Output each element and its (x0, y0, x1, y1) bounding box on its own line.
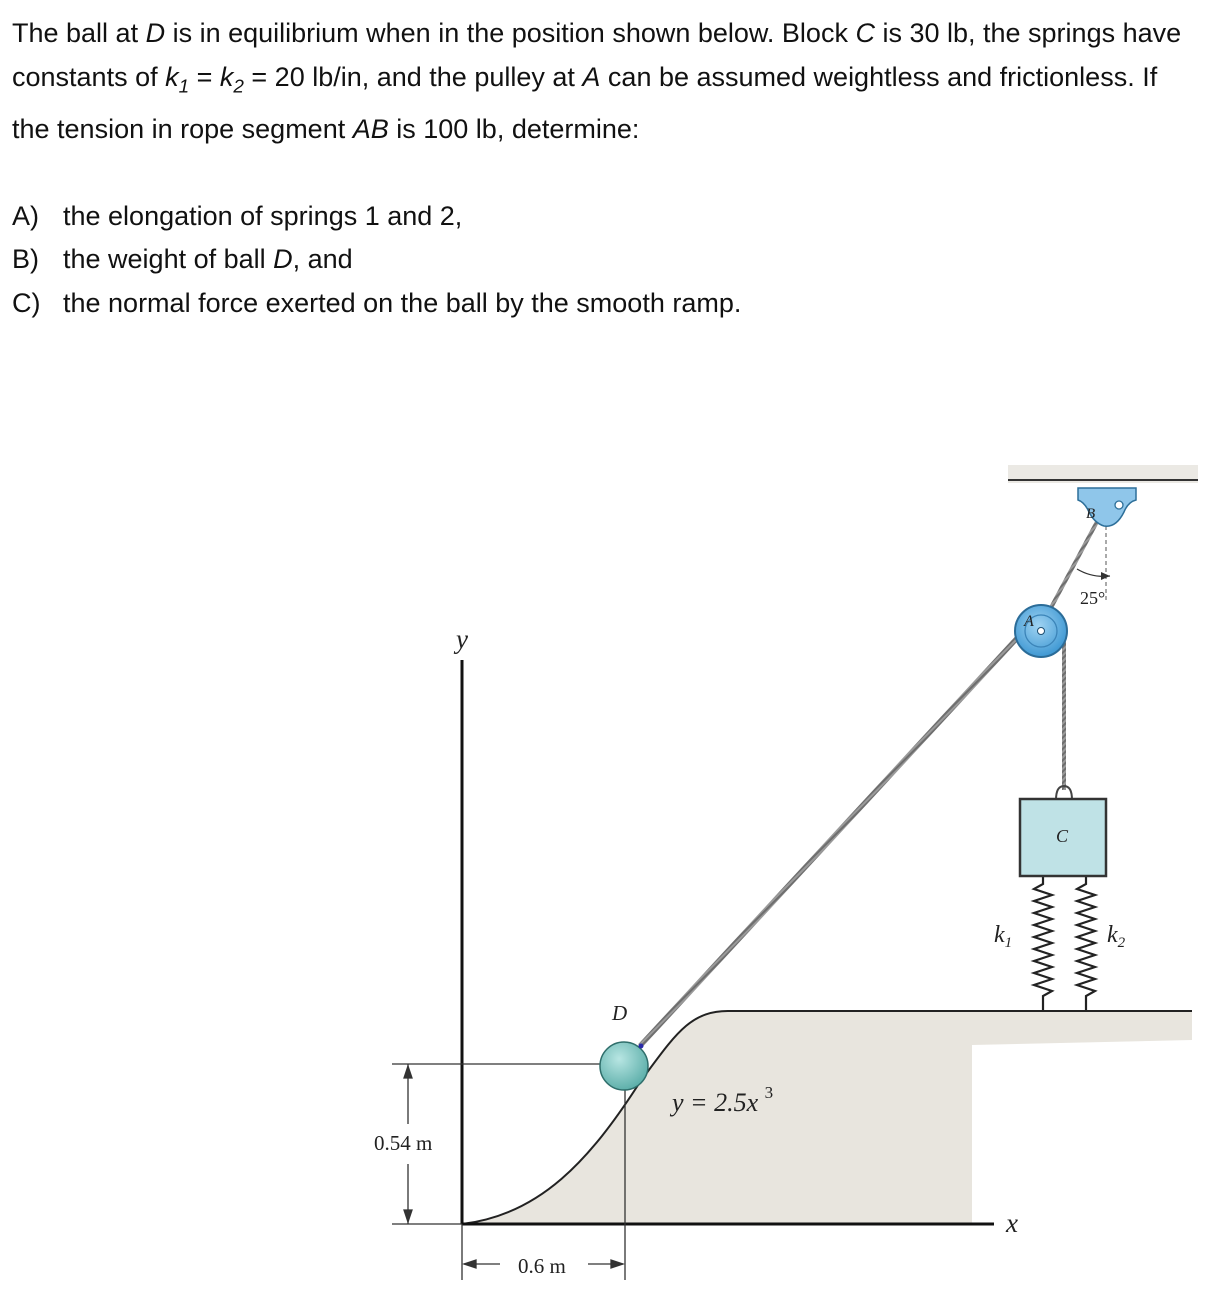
anchor-label: B (1086, 506, 1096, 522)
text-segment: = (189, 61, 220, 92)
width-dimension-label: 0.6 m (518, 1254, 566, 1278)
ball (600, 1042, 648, 1090)
spring-k1 (1034, 876, 1052, 1011)
block-label: C (1056, 826, 1069, 846)
spring-k2-label: $k_2$ (1107, 922, 1126, 951)
text-segment: The ball at (12, 18, 146, 48)
part-label: A) (12, 200, 39, 231)
x-axis-label: x (1006, 1208, 1018, 1238)
text-segment: is 100 lb, determine: (388, 114, 640, 145)
ramp-ground (462, 1011, 1192, 1224)
text-segment: the weight of ball (63, 244, 274, 275)
y-axis-label: y (456, 624, 468, 654)
spring-k2 (1077, 876, 1095, 1011)
rope-DA (640, 623, 1031, 1046)
part-label: B) (12, 244, 39, 275)
text-segment: k (165, 61, 179, 92)
text-segment: is in equilibrium when in the position shown below. Block (165, 18, 856, 48)
angle-label: 25° (1080, 588, 1106, 608)
curve-equation: y = 2.5x $^3$ (672, 1083, 774, 1117)
text-segment: , and (292, 244, 353, 275)
text-segment: = 20 lb/in, and the pulley at (243, 61, 583, 92)
text-segment: the elongation of springs 1 and 2, (63, 200, 463, 231)
spring-k1-label: $k_1$ (994, 922, 1013, 951)
text-segment: can be assumed weightless and frictionless. If the tension in rope segment (12, 61, 1158, 145)
pulley-label: A (1024, 613, 1034, 630)
text-segment: 2 (233, 75, 244, 97)
text-segment: D (145, 18, 166, 48)
text-segment: the normal force exerted on the ball by the smooth ramp. (63, 287, 742, 318)
ceiling (1008, 465, 1198, 483)
text-segment: C (855, 18, 875, 48)
text-segment: A (582, 61, 601, 92)
text-segment: AB (352, 114, 389, 145)
text-segment: is 30 lb, the springs have constants of (12, 18, 1182, 92)
ball-attachment (639, 1044, 644, 1049)
part-label: C) (12, 287, 41, 318)
height-dimension-label: 0.54 m (374, 1131, 433, 1155)
text-segment: k (219, 61, 234, 92)
pulley (1015, 605, 1067, 657)
text-segment: 1 (178, 75, 190, 97)
ball-label: D (612, 1001, 628, 1025)
text-segment: D (273, 244, 293, 275)
